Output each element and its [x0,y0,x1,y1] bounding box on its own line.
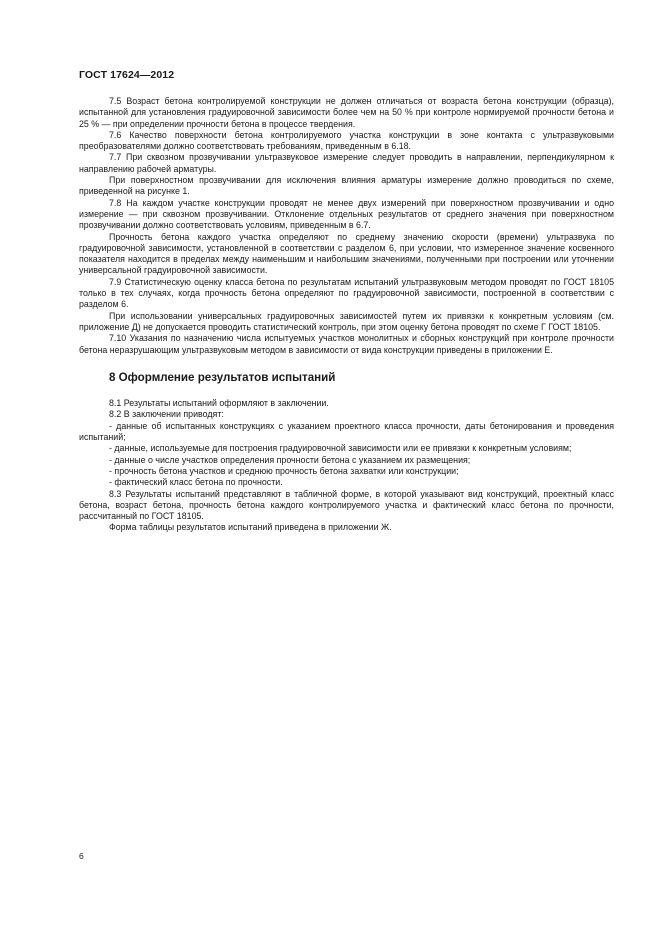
paragraph-8-3: 8.3 Результаты испытаний представляют в табличной форме, в которой указывают вид конструкций, проектный класс бетона, возраст бетона, прочность бетона каждого контролируемого участка и фактический класс бетона по прочности, рассчитанный по ГОСТ 18105. [79,488,614,522]
list-item: - прочность бетона участков и среднюю прочность бетона захватки или конструкции; [109,465,459,476]
document-body [79,96,614,534]
paragraph-7-9: 7.9 Статистическую оценку класса бетона по результатам испытаний ультразвуковым методом проводят по ГОСТ 18105 только в тех случаях, когда прочность бетона определяют по градуировочной зависимости, построенной в соответствии с разделом 6. [79,276,614,310]
list-item: - фактический класс бетона по прочности. [109,477,283,488]
paragraph-8-1: 8.1 Результаты испытаний оформляют в заключении. [109,398,329,409]
paragraph-7-8: 7.8 На каждом участке конструкции проводят не менее двух измерений при поверхностном прозвучивании и одно измерение — при сквозном прозвучивании. Отклонение отдельных результатов от среднего значения при поверхностном прозвучивании должно соответствовать условиям, приведенным в 6.7. [79,197,614,231]
paragraph-7-7-surface: При поверхностном прозвучивании для исключения влияния арматуры измерение должно проводиться по схеме, приведенной на рисунке 1. [79,175,614,197]
paragraph-7-7: 7.7 При сквозном прозвучивании ультразвуковое измерение следует проводить в направлении, перпендикулярном к направлению рабочей арматуры. [79,152,614,174]
section-8-title: 8 Оформление результатов испытаний [109,370,336,384]
list-item: - данные об испытанных конструкциях с указанием проектного класса прочности, даты бетонирования и проведения испытаний; [79,420,614,443]
paragraph-7-9-universal: При использовании универсальных градуировочных зависимостей путем их привязки к конкретным условиям (см. приложение Д) не допускается проводить статистический контроль, при этом оценку бетона проводят по схеме Г ГОСТ 18105. [79,310,614,332]
page-number: 6 [79,851,84,861]
list-item: - данные, используемые для построения градуировочной зависимости или ее привязки к конкретным условиям; [109,443,572,454]
paragraph-7-6: 7.6 Качество поверхности бетона контролируемого участка конструкции в зоне контакта с ультразвуковыми преобразователями должно соответствовать требованиям, приведенным в 6.18. [79,129,614,152]
paragraph-8-3-form: Форма таблицы результатов испытаний приведена в приложении Ж. [109,522,392,533]
document-header: ГОСТ 17624—2012 [79,69,175,81]
paragraph-7-5: 7.5 Возраст бетона контролируемой конструкции не должен отличаться от возраста бетона конструкции (образца), испытанной для установления градуировочной зависимости более чем на 50 % при контроле нормируемой прочности бетона и 25 % — при определении прочности бетона в процессе твердения. [79,96,614,129]
paragraph-7-10: 7.10 Указания по назначению числа испытуемых участков монолитных и сборных конструкций при контроле прочности бетона неразрушающим ультразвуковым методом в зависимости от вида конструкции приведены в приложении Е. [79,333,614,355]
paragraph-8-2: 8.2 В заключении приводят: [109,409,224,420]
list-item: - данные о числе участков определения прочности бетона с указанием их размещения; [109,454,471,465]
paragraph-7-8-strength: Прочность бетона каждого участка определяют по среднему значению скорости (времени) ультразвука по градуировочной зависимости, установленной в соответствии с разделом 6, при условии, что измеренное значение косвенного показателя находится в пределах между наименьшим и наибольшим значениями, полученными при построении или уточнении универсальной градуировочной зависимости. [79,231,614,276]
